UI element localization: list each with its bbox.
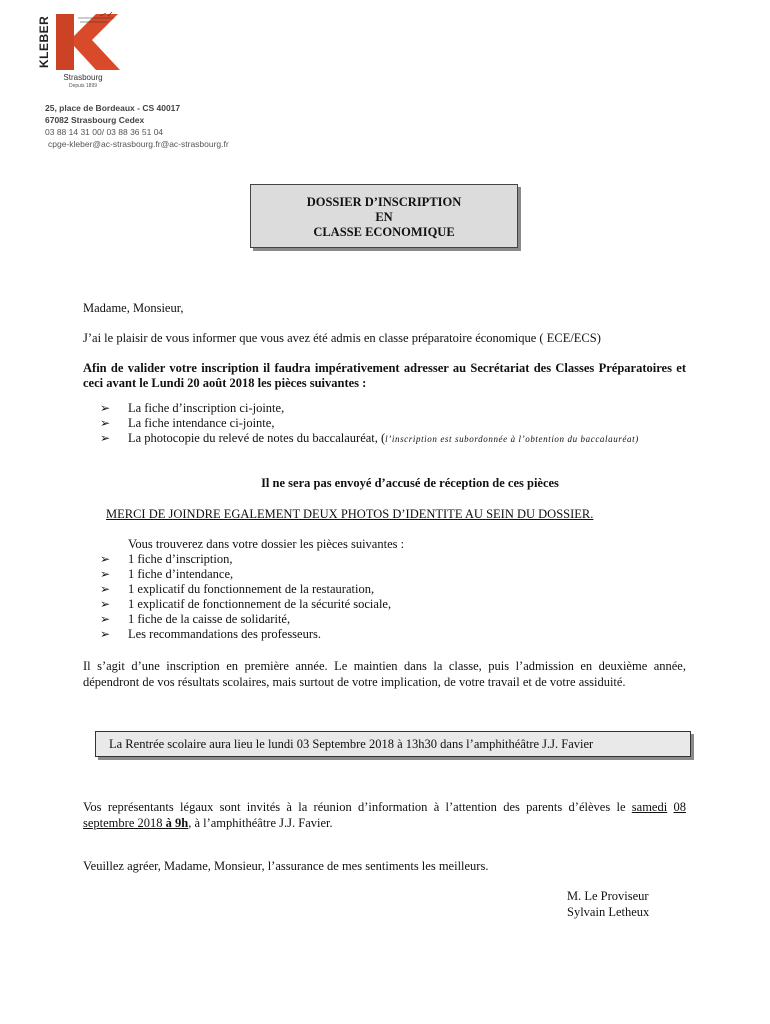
contents-item: 1 explicatif de fonctionnement de la sécurité sociale,: [128, 597, 392, 611]
address-line-2: 67082 Strasbourg Cedex: [45, 115, 145, 125]
signature-title: M. Le Proviseur: [567, 889, 649, 903]
bullet-icon: ➢: [100, 627, 111, 641]
contents-item: 1 explicatif du fonctionnement de la restauration,: [128, 582, 375, 596]
address-line-1: 25, place de Bordeaux - CS 40017: [45, 103, 181, 113]
meeting-text: Vos représentants légaux sont invités à la réunion d’information à l’attention des parents d’élèves le: [83, 800, 632, 814]
title-line-2: EN: [375, 210, 393, 224]
bullet-icon: ➢: [100, 552, 111, 566]
required-item-note: l’inscription est subordonnée à l’obtention du baccalauréat): [385, 434, 639, 444]
title-line-1: DOSSIER D’INSCRIPTION: [306, 195, 462, 209]
signature-name: Sylvain Letheux: [567, 905, 650, 919]
photos-notice: MERCI DE JOINDRE EGALEMENT DEUX PHOTOS D’IDENTITE AU SEIN DU DOSSIER.: [106, 507, 594, 521]
title-line-3: CLASSE ECONOMIQUE: [313, 225, 455, 239]
bullet-icon: ➢: [100, 612, 111, 626]
school-logo: [34, 10, 124, 92]
contents-item: Les recommandations des professeurs.: [128, 627, 321, 641]
bullet-icon: ➢: [100, 431, 111, 445]
contents-item: 1 fiche d’intendance,: [128, 567, 234, 581]
phone-numbers: 03 88 14 31 00/ 03 88 36 51 04: [45, 127, 164, 137]
required-item: La photocopie du relevé de notes du baccalauréat, (: [128, 431, 386, 445]
admission-intro: J’ai le plaisir de vous informer que vous avez été admis en classe préparatoire économique ( ECE/ECS): [83, 331, 601, 345]
no-receipt-notice: Il ne sera pas envoyé d’accusé de réception de ces pièces: [261, 476, 559, 490]
bullet-icon: ➢: [100, 567, 111, 581]
logo-text: KLEBER: [37, 15, 51, 68]
rentree-notice: La Rentrée scolaire aura lieu le lundi 03 Septembre 2018 à 13h30 dans l’amphithéâtre J.J. Favier: [109, 737, 594, 751]
instruction-paragraph: Afin de valider votre inscription il faudra impérativement adresser au Secrétariat des Classes Préparatoires et ceci avant le Lundi 20 août 2018 les pièces suivantes :: [83, 361, 686, 390]
required-item: La fiche d’inscription ci-jointe,: [128, 401, 285, 415]
meeting-date: 08 septembre 2018: [83, 800, 686, 830]
meeting-day: samedi: [631, 800, 668, 814]
bullet-icon: ➢: [100, 401, 111, 415]
bullet-icon: ➢: [100, 416, 111, 430]
bullet-icon: ➢: [100, 582, 111, 596]
bullet-icon: ➢: [100, 597, 111, 611]
meeting-location: , à l’amphithéâtre J.J. Favier.: [188, 816, 333, 830]
rentree-notice-box: [95, 731, 691, 757]
first-year-paragraph: Il s’agit d’une inscription en première année. Le maintien dans la classe, puis l’admission en deuxième année, dépendront de vos résultats scolaires, mais surtout de votre implication, de votre travail et de votre assiduité.: [83, 659, 686, 689]
meeting-time: à 9h: [165, 816, 189, 830]
contact-email[interactable]: cpge-kleber@ac-strasbourg.fr@ac-strasbourg.fr: [48, 139, 229, 149]
required-item: La fiche intendance ci-jointe,: [128, 416, 275, 430]
contents-item: 1 fiche d’inscription,: [128, 552, 233, 566]
contents-intro: Vous trouverez dans votre dossier les pièces suivantes :: [128, 537, 405, 551]
document-title-box: [250, 184, 518, 248]
logo-since: Depuis 1899: [68, 83, 98, 89]
contents-item: 1 fiche de la caisse de solidarité,: [128, 612, 291, 626]
required-item-transcript: [83, 431, 686, 447]
parents-meeting-paragraph: [83, 799, 686, 831]
logo-city: Strasbourg: [63, 73, 103, 82]
closing-formula: Veuillez agréer, Madame, Monsieur, l’assurance de mes sentiments les meilleurs.: [83, 859, 489, 873]
salutation: Madame, Monsieur,: [83, 301, 184, 315]
